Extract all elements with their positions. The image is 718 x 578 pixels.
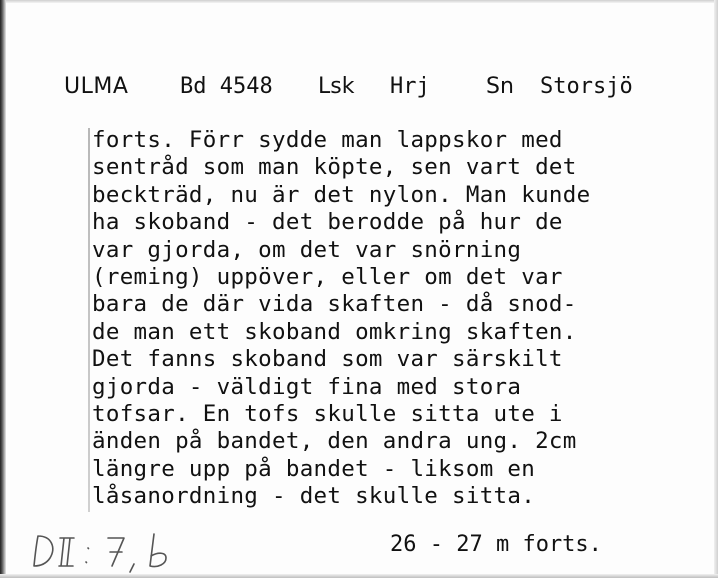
text-line: forts. Förr sydde man lappskor med bbox=[92, 127, 563, 153]
margin-line bbox=[88, 128, 90, 512]
text-line: änden på bandet, den andra ung. 2cm bbox=[92, 428, 577, 455]
text-line: var gjorda, om det var snörning bbox=[92, 236, 522, 263]
socken-name: Storsjö bbox=[540, 74, 633, 99]
card-body-text bbox=[92, 127, 712, 510]
card-header bbox=[0, 72, 718, 102]
archive-name: ULMA bbox=[64, 74, 129, 99]
landskap-label: Lsk bbox=[318, 74, 355, 99]
harad-label: Hrj bbox=[390, 74, 430, 99]
page-reference: 26 - 27 m forts. bbox=[390, 532, 602, 557]
socken-label: Sn bbox=[486, 74, 514, 99]
text-line: längre upp på bandet - liksom en bbox=[92, 455, 536, 482]
card-edge-bottom bbox=[0, 574, 718, 578]
text-line: bara de där vida skaften - då snod- bbox=[92, 291, 577, 318]
text-line: låsanordning - det skulle sitta. bbox=[92, 483, 536, 510]
text-line: gjorda - väldigt fina med stora bbox=[92, 373, 522, 400]
text-line: (reming) uppöver, eller om det var bbox=[92, 263, 563, 290]
text-line: tofsar. En tofs skulle sitta ute i bbox=[92, 400, 563, 427]
text-line: ha skoband - det berodde på hur de bbox=[92, 209, 563, 236]
text-line: de man ett skoband omkring skaften. bbox=[92, 318, 577, 345]
handwritten-code bbox=[30, 528, 180, 574]
text-line: sentråd som man köpte, sen vart det bbox=[92, 154, 577, 181]
text-line: Det fanns skoband som var särskilt bbox=[92, 346, 563, 373]
card-edge-top bbox=[0, 0, 718, 3]
text-line: beckträd, nu är det nylon. Man kunde bbox=[92, 181, 591, 208]
volume-number: Bd 4548 bbox=[180, 74, 273, 99]
